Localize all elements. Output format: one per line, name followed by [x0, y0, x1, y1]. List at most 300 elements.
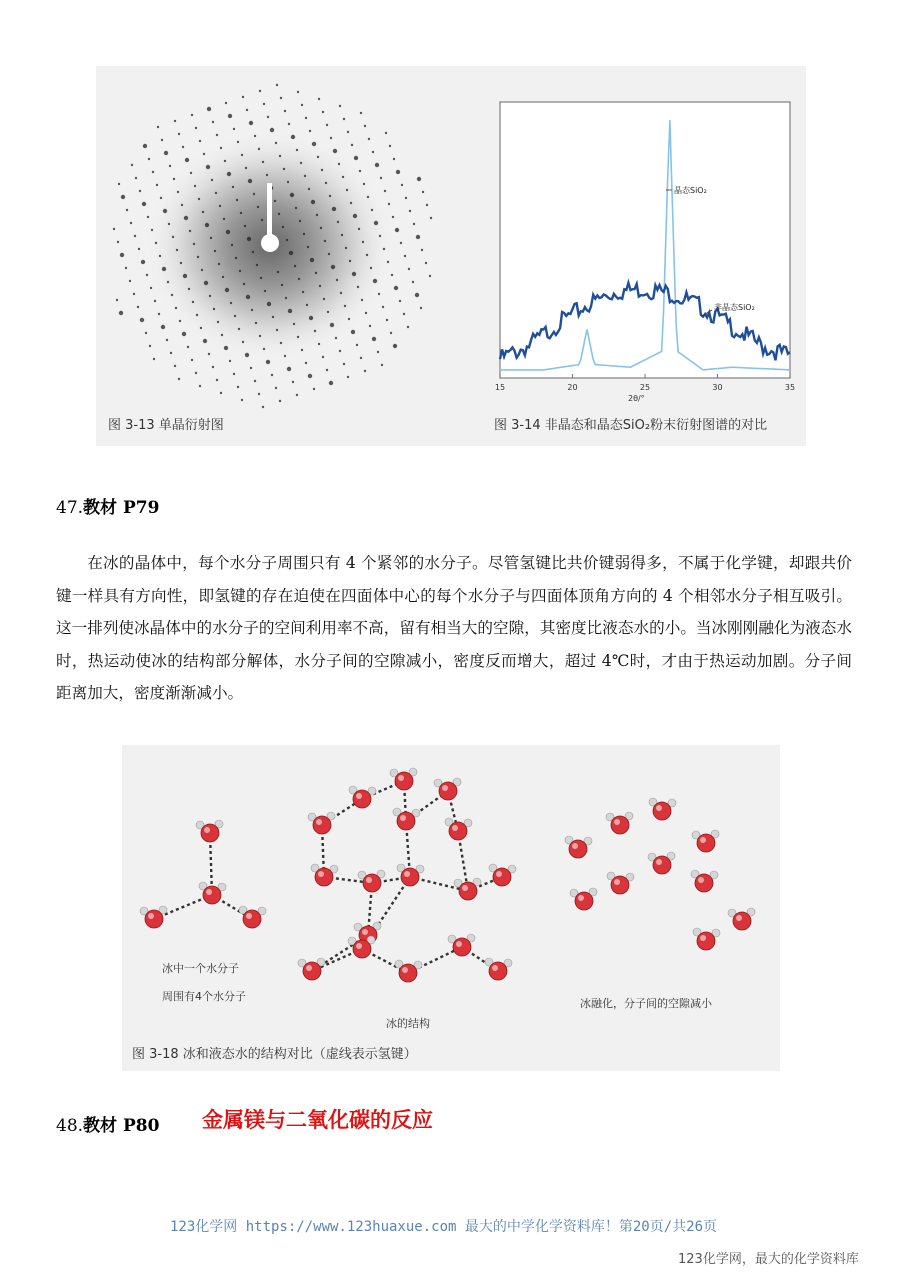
diffraction-spot	[256, 264, 258, 266]
diffraction-spot	[208, 353, 210, 355]
diffraction-spot	[152, 171, 154, 173]
diffraction-spot	[336, 279, 338, 281]
diffraction-spot	[149, 345, 151, 347]
x-tick-label: 35	[784, 383, 796, 392]
diffraction-spot	[329, 381, 333, 385]
diffraction-spot	[174, 365, 176, 367]
oxygen-atom	[611, 876, 629, 894]
oxygen-atom	[493, 868, 511, 886]
diffraction-spot	[226, 230, 230, 234]
atom-highlight	[700, 837, 706, 843]
atom-highlight	[316, 819, 322, 825]
oxygen-atom	[569, 840, 587, 858]
diffraction-spot	[372, 151, 374, 153]
diffraction-spot	[267, 302, 271, 306]
diffraction-spot	[160, 197, 162, 199]
diffraction-spot	[206, 165, 210, 169]
diffraction-spot	[324, 240, 326, 242]
atom-highlight	[402, 967, 408, 973]
diffraction-spot	[156, 184, 158, 186]
atom-highlight	[356, 793, 362, 799]
diffraction-spot	[198, 198, 200, 200]
diffraction-spot	[213, 308, 215, 310]
oxygen-atom	[303, 962, 321, 980]
diffraction-spot	[151, 229, 153, 231]
section-48-red-title: 金属镁与二氧化碳的反应	[202, 1108, 433, 1132]
diffraction-spot	[422, 191, 424, 193]
diffraction-spot	[295, 207, 297, 209]
diffraction-spot	[400, 242, 402, 244]
diffraction-spot	[147, 216, 149, 218]
oxygen-atom	[395, 772, 413, 790]
diffraction-spot	[201, 269, 203, 271]
diffraction-spot	[279, 400, 281, 402]
diffraction-spot	[223, 218, 225, 220]
diffraction-spot	[211, 179, 213, 181]
figure-3-18-caption: 图 3-18 冰和液态水的结构对比（虚线表示氢键）	[132, 1047, 417, 1062]
atom-highlight	[306, 965, 312, 971]
diffraction-spot	[316, 214, 318, 216]
diffraction-spot	[204, 281, 208, 285]
diffraction-spot	[338, 163, 340, 165]
label-melting: 冰融化，分子间的空隙减小	[580, 997, 712, 1010]
single-crystal-diffraction-image	[110, 78, 480, 423]
diffraction-spot	[140, 318, 144, 322]
diffraction-spot	[357, 286, 359, 288]
diffraction-spot	[251, 309, 253, 311]
diffraction-spot	[263, 103, 265, 105]
atom-highlight	[442, 785, 448, 791]
diffraction-spot	[360, 357, 362, 359]
diffraction-spot	[205, 223, 209, 227]
diffraction-spot	[383, 248, 385, 250]
diffraction-spot	[318, 343, 320, 345]
diffraction-spot	[178, 133, 180, 135]
label-amorphous: 非晶态SiO₂	[714, 303, 755, 312]
diffraction-spot	[199, 140, 201, 142]
diffraction-spot	[364, 125, 366, 127]
diffraction-spot	[343, 363, 345, 365]
diffraction-spot	[203, 339, 207, 343]
diffraction-spot	[309, 130, 311, 132]
diffraction-spot	[390, 332, 392, 334]
diffraction-spot	[348, 318, 350, 320]
oxygen-atom	[401, 868, 419, 886]
diffraction-spot	[412, 281, 414, 283]
diffraction-spot	[161, 325, 165, 329]
diffraction-spot	[323, 298, 325, 300]
diffraction-spot	[340, 292, 342, 294]
diffraction-spot	[246, 295, 250, 299]
diffraction-spot	[294, 265, 296, 267]
atom-highlight	[366, 877, 372, 883]
diffraction-spot	[196, 314, 198, 316]
diffraction-spot	[308, 374, 312, 378]
diffraction-spot	[275, 142, 277, 144]
diffraction-spot	[303, 233, 305, 235]
atom-highlight	[246, 913, 252, 919]
diffraction-spot	[250, 367, 252, 369]
diffraction-spot	[275, 387, 277, 389]
atom-highlight	[456, 941, 462, 947]
diffraction-spot	[267, 116, 269, 118]
diffraction-spot	[217, 321, 219, 323]
diffraction-spot	[430, 217, 432, 219]
diffraction-spot	[370, 267, 372, 269]
diffraction-spot	[337, 221, 339, 223]
diffraction-spot	[150, 287, 152, 289]
atom-highlight	[656, 805, 662, 811]
diffraction-spot	[396, 170, 400, 174]
diffraction-spot	[315, 272, 317, 274]
diffraction-spot	[320, 227, 322, 229]
diffraction-spot	[382, 306, 384, 308]
atom-highlight	[462, 885, 468, 891]
diffraction-spot	[389, 145, 391, 147]
diffraction-spot	[326, 369, 328, 371]
diffraction-spot	[235, 257, 237, 259]
diffraction-spot	[325, 182, 327, 184]
atom-highlight	[656, 859, 662, 865]
diffraction-spot	[421, 249, 423, 251]
diffraction-spot	[292, 381, 294, 383]
diffraction-spot	[283, 168, 285, 170]
diffraction-spot	[181, 204, 183, 206]
diffraction-spot	[364, 370, 366, 372]
diffraction-spot	[177, 191, 179, 193]
diffraction-spot	[257, 206, 259, 208]
diffraction-spot	[322, 111, 324, 113]
atom-highlight	[362, 929, 368, 935]
diffraction-spot	[146, 274, 148, 276]
atom-highlight	[404, 871, 410, 877]
diffraction-spot	[233, 128, 235, 130]
diffraction-spot	[377, 351, 379, 353]
diffraction-spot	[113, 228, 115, 230]
diffraction-spot	[207, 107, 211, 111]
diffraction-spot	[385, 132, 387, 134]
diffraction-spot	[190, 172, 192, 174]
diffraction-spot	[189, 230, 191, 232]
diffraction-spot	[339, 105, 341, 107]
diffraction-spot	[266, 174, 268, 176]
diffraction-spot	[240, 212, 242, 214]
page-footer: 123化学网 https://www.123huaxue.com 最大的中学化学资料库！第20页/共26页	[170, 1219, 718, 1235]
diffraction-spot	[279, 155, 281, 157]
diffraction-spot	[145, 332, 147, 334]
diffraction-spot	[386, 319, 388, 321]
atom-highlight	[614, 879, 620, 885]
diffraction-spot	[346, 189, 348, 191]
diffraction-spot	[169, 165, 171, 167]
oxygen-atom	[397, 812, 415, 830]
diffraction-spot	[369, 325, 371, 327]
diffraction-spot	[191, 359, 193, 361]
diffraction-spot	[254, 380, 256, 382]
diffraction-spot	[158, 313, 160, 315]
diffraction-spot	[347, 131, 349, 133]
oxygen-atom	[697, 932, 715, 950]
oxygen-atom	[353, 790, 371, 808]
diffraction-spot	[131, 164, 133, 166]
diffraction-spot	[179, 320, 181, 322]
diffraction-spot	[175, 307, 177, 309]
oxygen-atom	[653, 856, 671, 874]
diffraction-spot	[394, 286, 398, 290]
diffraction-spot	[351, 144, 353, 146]
diffraction-spot	[171, 294, 173, 296]
diffraction-spot	[259, 335, 261, 337]
oxygen-atom	[243, 910, 261, 928]
diffraction-spot	[314, 330, 316, 332]
diffraction-spot	[236, 199, 238, 201]
diffraction-spot	[216, 134, 218, 136]
diffraction-spot	[195, 127, 197, 129]
x-tick-label: 15	[494, 383, 506, 392]
diffraction-spot	[197, 256, 199, 258]
diffraction-spot	[157, 126, 159, 128]
xrd-chart	[490, 86, 800, 431]
diffraction-spot	[345, 247, 347, 249]
oxygen-atom	[489, 962, 507, 980]
diffraction-spot	[173, 178, 175, 180]
diffraction-spot	[358, 228, 360, 230]
diffraction-spot	[218, 263, 220, 265]
diffraction-spot	[129, 280, 131, 282]
diffraction-spot	[259, 90, 261, 92]
diffraction-spot	[243, 283, 245, 285]
diffraction-spot	[278, 213, 280, 215]
diffraction-spot	[242, 341, 244, 343]
diffraction-spot	[212, 366, 214, 368]
diffraction-spot	[195, 372, 197, 374]
diffraction-spot	[261, 219, 263, 221]
diffraction-spot	[319, 285, 321, 287]
diffraction-spot	[335, 337, 337, 339]
diffraction-spot	[313, 388, 315, 390]
diffraction-spot	[387, 261, 389, 263]
figure-water-structure	[122, 745, 780, 1071]
diffraction-spot	[200, 327, 202, 329]
diffraction-spot	[134, 235, 136, 237]
figure-3-14-caption: 图 3-14 非晶态和晶态SiO₂粉末衍射图谱的对比	[494, 418, 768, 433]
diffraction-spot	[322, 356, 324, 358]
diffraction-spot	[162, 267, 166, 271]
diffraction-spot	[407, 326, 409, 328]
diffraction-spot	[359, 170, 361, 172]
diffraction-spot	[210, 237, 212, 239]
section-47-heading	[56, 493, 159, 518]
diffraction-spot	[350, 202, 352, 204]
diffraction-spot	[260, 277, 262, 279]
atom-highlight	[578, 895, 584, 901]
atom-highlight	[698, 877, 704, 883]
diffraction-spot	[277, 271, 279, 273]
paragraph-text: 在冰的晶体中，每个水分子周围只有 4 个紧邻的水分子。尽管氢键比共价键弱得多，不属于化学键，却跟共价键一样具有方向性，即氢键的存在迫使在四面体中心的每个水分子与四面体顶角方向的 4 个相邻水分子相互吸引。这一排列使冰晶体中的水分子的空间利用率不高，留有相当大的空隙，其密度比液态水的小。当冰刚刚融化为液态水时，热运动使冰的结构部分解体，水分子间的空隙减小，密度反而增大，超过 4℃时，才由于热运动加剧。分子间距离加大，密度渐渐减小。	[56, 554, 852, 703]
diffraction-spot	[249, 121, 253, 125]
oxygen-atom	[611, 816, 629, 834]
diffraction-spot	[117, 241, 119, 243]
diffraction-spot	[417, 177, 421, 181]
diffraction-spot	[212, 121, 214, 123]
section-48-title: 教材 P80	[83, 1116, 160, 1136]
diffraction-spot	[178, 378, 180, 380]
label-crystalline: 晶态SiO₂	[674, 186, 707, 195]
atom-highlight	[356, 943, 362, 949]
diffraction-spot	[299, 220, 301, 222]
diffraction-spot	[241, 399, 243, 401]
diffraction-spot	[404, 255, 406, 257]
diffraction-spot	[242, 96, 244, 98]
diffraction-spot	[339, 350, 341, 352]
diffraction-spot	[327, 311, 329, 313]
diffraction-spot	[228, 114, 232, 118]
x-axis-label: 2θ/°	[628, 394, 645, 403]
diffraction-spot	[153, 358, 155, 360]
diffraction-spot	[255, 322, 257, 324]
diffraction-spot	[280, 342, 282, 344]
diffraction-spot	[311, 200, 315, 204]
diffraction-spot	[288, 123, 290, 125]
diffraction-spot	[393, 158, 395, 160]
diffraction-spot	[321, 169, 323, 171]
diffraction-spot	[290, 193, 294, 197]
oxygen-atom	[439, 782, 457, 800]
diffraction-spot	[126, 209, 128, 211]
diffraction-spot	[166, 339, 168, 341]
diffraction-spot	[342, 176, 344, 178]
diffraction-spot	[365, 312, 367, 314]
diffraction-spot	[244, 225, 246, 227]
diffraction-spot	[393, 344, 397, 348]
diffraction-spot	[142, 202, 146, 206]
diffraction-spot	[202, 211, 204, 213]
diffraction-spot	[138, 248, 140, 250]
diffraction-spot	[297, 336, 299, 338]
diffraction-spot	[216, 379, 218, 381]
diffraction-spot	[372, 337, 376, 341]
oxygen-atom	[145, 910, 163, 928]
diffraction-spot	[137, 306, 139, 308]
diffraction-spot	[253, 193, 255, 195]
diffraction-spot	[187, 346, 189, 348]
diffraction-spot	[326, 124, 328, 126]
diffraction-spot	[170, 352, 172, 354]
diffraction-spot	[329, 195, 331, 197]
diffraction-spot	[221, 334, 223, 336]
diffraction-spot	[285, 297, 287, 299]
diffraction-spot	[296, 394, 298, 396]
oxygen-atom	[449, 822, 467, 840]
diffraction-spot	[245, 167, 247, 169]
diffraction-spot	[351, 330, 355, 334]
diffraction-spot	[284, 110, 286, 112]
diffraction-spot	[347, 376, 349, 378]
diffraction-spot	[248, 179, 252, 183]
diffraction-spot	[227, 172, 231, 176]
diffraction-spot	[125, 267, 127, 269]
atom-highlight	[148, 913, 154, 919]
diffraction-spot	[378, 293, 380, 295]
diffraction-spot	[237, 386, 239, 388]
site-watermark: 123化学网，最大的化学资料库	[678, 1252, 859, 1267]
diffraction-spot	[287, 181, 289, 183]
section-48-heading	[56, 1111, 159, 1136]
diffraction-spot	[306, 304, 308, 306]
diffraction-spot	[360, 112, 362, 114]
diffraction-spot	[374, 221, 378, 225]
diffraction-spot	[425, 262, 427, 264]
diffraction-spot	[276, 84, 278, 86]
diffraction-spot	[287, 367, 291, 371]
diffraction-spot	[286, 239, 288, 241]
diffraction-spot	[139, 190, 141, 192]
atom-highlight	[700, 935, 706, 941]
oxygen-atom	[353, 940, 371, 958]
diffraction-spot	[232, 186, 234, 188]
section-48-number: 48.	[56, 1116, 84, 1136]
diffraction-spot	[330, 137, 332, 139]
diffraction-spot	[192, 301, 194, 303]
oxygen-atom	[459, 882, 477, 900]
diffraction-spot	[119, 311, 123, 315]
diffraction-spot	[203, 153, 205, 155]
diffraction-spot	[231, 244, 233, 246]
oxygen-atom	[315, 868, 333, 886]
plot-frame	[500, 102, 790, 378]
diffraction-spot	[399, 300, 401, 302]
diffraction-spot	[318, 98, 320, 100]
diffraction-spot	[281, 284, 283, 286]
diffraction-spot	[352, 272, 356, 276]
diffraction-spot	[225, 288, 229, 292]
diffraction-spot	[237, 141, 239, 143]
diffraction-spot	[368, 138, 370, 140]
diffraction-spot	[270, 128, 274, 132]
diffraction-spot	[188, 288, 190, 290]
diffraction-spot	[309, 316, 313, 320]
oxygen-atom	[363, 874, 381, 892]
diffraction-spot	[194, 185, 196, 187]
diffraction-spot	[161, 139, 163, 141]
diffraction-spot	[380, 177, 382, 179]
diffraction-spot	[224, 346, 228, 350]
oxygen-atom	[313, 816, 331, 834]
x-tick-label: 25	[639, 383, 651, 392]
diffraction-spot	[254, 135, 256, 137]
diffraction-spot	[135, 177, 137, 179]
atom-highlight	[496, 871, 502, 877]
diffraction-spot	[263, 348, 265, 350]
section-47-number: 47.	[56, 498, 84, 518]
diffraction-spot	[343, 118, 345, 120]
diffraction-spot	[164, 151, 168, 155]
diffraction-spot	[199, 385, 201, 387]
diffraction-spot	[220, 147, 222, 149]
diffraction-spot	[118, 183, 120, 185]
atom-highlight	[398, 775, 404, 781]
atom-highlight	[614, 819, 620, 825]
atom-highlight	[452, 825, 458, 831]
diffraction-spot	[258, 148, 260, 150]
diffraction-spot	[371, 209, 373, 211]
diffraction-spot	[298, 278, 300, 280]
diffraction-spot	[234, 315, 236, 317]
diffraction-spot	[274, 200, 276, 202]
diffraction-spot	[373, 279, 377, 283]
diffraction-spot	[266, 360, 270, 364]
diffraction-spot	[185, 158, 189, 162]
